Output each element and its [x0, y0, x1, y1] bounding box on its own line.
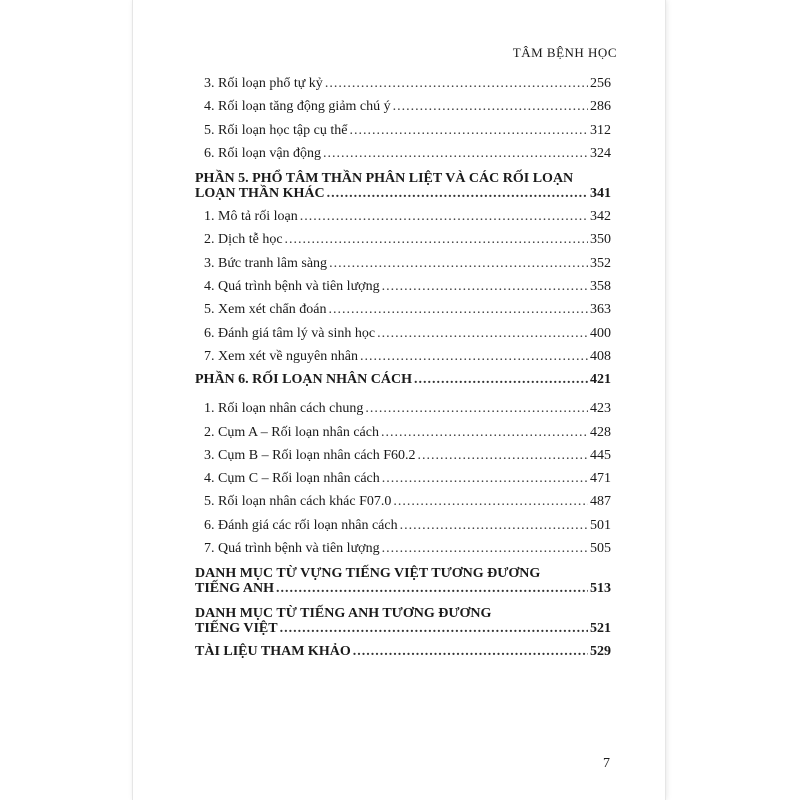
toc-entry-title: 7. Xem xét về nguyên nhân — [204, 348, 358, 364]
toc-part-row — [195, 645, 611, 668]
toc-entry-page: 363 — [590, 302, 611, 318]
toc-entry-title: 2. Dịch tễ học — [204, 232, 283, 248]
toc-entry-page: 312 — [590, 122, 611, 138]
toc-entry-page: 400 — [590, 325, 611, 341]
toc-part-title-line1: DANH MỤC TỪ VỰNG TIẾNG VIỆT TƯƠNG ĐƯƠNG — [195, 566, 541, 582]
toc-part-row — [195, 582, 611, 599]
toc-entry-page: 505 — [590, 541, 611, 557]
toc-dot-leader — [365, 402, 588, 416]
toc-entry — [195, 542, 611, 565]
page-number: 7 — [603, 756, 610, 771]
toc-dot-leader — [353, 645, 588, 659]
toc-entry-title: 5. Xem xét chẩn đoán — [204, 302, 327, 318]
toc-entry-page: 352 — [590, 255, 611, 271]
toc-dot-leader — [349, 124, 588, 138]
toc-entry-page: 358 — [590, 279, 611, 295]
toc-dot-leader — [285, 233, 588, 247]
toc-entry — [195, 350, 611, 373]
toc-entry — [195, 233, 611, 256]
toc-part-title: LOẠN THẦN KHÁC — [195, 186, 325, 202]
toc-entry-title: 5. Rối loạn nhân cách khác F07.0 — [204, 494, 392, 510]
toc-part-heading — [195, 170, 611, 204]
toc-part-title-line1: PHẦN 5. PHỔ TÂM THẦN PHÂN LIỆT VÀ CÁC RỐI LOẠN — [195, 171, 574, 187]
toc-entry-title: 7. Quá trình bệnh và tiên lượng — [204, 541, 380, 557]
running-head: TÂM BỆNH HỌC — [512, 45, 617, 60]
toc-entry-page: 408 — [590, 348, 611, 364]
toc-entry-title: 6. Đánh giá tâm lý và sinh học — [204, 325, 376, 341]
toc-entry-page: 471 — [590, 471, 611, 487]
toc-entry-page: 428 — [590, 424, 611, 440]
table-of-contents — [195, 77, 611, 674]
toc-entry-page: 423 — [590, 401, 611, 417]
toc-entry — [195, 100, 611, 123]
toc-entry — [195, 472, 611, 495]
toc-dot-leader — [382, 280, 588, 294]
toc-entry-page: 256 — [590, 76, 611, 91]
toc-entry-page: 342 — [590, 209, 611, 225]
toc-part-heading — [195, 565, 611, 599]
toc-part-page: 529 — [590, 644, 611, 660]
toc-entry — [195, 257, 611, 280]
toc-entry-title: 1. Rối loạn nhân cách chung — [204, 401, 364, 417]
toc-entry-title: 1. Mô tả rối loạn — [204, 209, 298, 225]
toc-dot-leader — [329, 257, 588, 271]
book-page — [133, 0, 665, 800]
toc-part-page: 341 — [590, 186, 611, 202]
toc-entry — [195, 303, 611, 326]
toc-entry-page: 501 — [590, 517, 611, 533]
toc-entry — [195, 449, 611, 472]
toc-dot-leader — [381, 426, 588, 440]
toc-dot-leader — [414, 373, 588, 387]
toc-dot-leader — [327, 187, 588, 201]
toc-dot-leader — [276, 582, 588, 596]
toc-dot-leader — [418, 449, 588, 463]
toc-dot-leader — [377, 327, 588, 341]
toc-part-title: TÀI LIỆU THAM KHẢO — [195, 644, 351, 660]
toc-part-page: 513 — [590, 581, 611, 597]
toc-part-title: PHẦN 6. RỐI LOẠN NHÂN CÁCH — [195, 372, 412, 388]
toc-entry-title: 4. Rối loạn tăng động giảm chú ý — [204, 99, 391, 115]
toc-dot-leader — [393, 495, 588, 509]
toc-dot-leader — [360, 350, 588, 364]
toc-entry — [195, 210, 611, 233]
toc-entry-title: 6. Đánh giá các rối loạn nhân cách — [204, 517, 398, 533]
toc-part-row — [195, 622, 611, 639]
toc-part-row — [195, 187, 611, 204]
toc-entry-title: 5. Rối loạn học tập cụ thể — [204, 122, 348, 138]
toc-part-page: 421 — [590, 372, 611, 388]
toc-part-heading — [195, 605, 611, 639]
toc-part-heading — [195, 373, 611, 396]
toc-entry — [195, 280, 611, 303]
toc-dot-leader — [393, 100, 588, 114]
toc-part-heading — [195, 645, 611, 668]
toc-part-page: 521 — [590, 621, 611, 637]
toc-entry — [195, 402, 611, 425]
toc-entry-page: 286 — [590, 99, 611, 115]
toc-dot-leader — [280, 622, 588, 636]
toc-entry-title: 4. Quá trình bệnh và tiên lượng — [204, 279, 380, 295]
toc-dot-leader — [400, 519, 588, 533]
toc-dot-leader — [328, 303, 588, 317]
toc-entry — [195, 77, 611, 100]
toc-entry — [195, 495, 611, 518]
toc-entry-title: 3. Rối loạn phổ tự kỷ — [204, 76, 323, 91]
toc-entry-title: 3. Cụm B – Rối loạn nhân cách F60.2 — [204, 447, 416, 463]
toc-entry-title: 3. Bức tranh lâm sàng — [204, 255, 328, 271]
toc-part-title: TIẾNG VIỆT — [195, 621, 278, 637]
toc-entry-page: 324 — [590, 145, 611, 161]
toc-entry — [195, 124, 611, 147]
toc-dot-leader — [325, 77, 588, 91]
toc-entry-page: 445 — [590, 447, 611, 463]
toc-dot-leader — [382, 472, 588, 486]
toc-entry — [195, 327, 611, 350]
toc-dot-leader — [323, 147, 588, 161]
toc-entry — [195, 426, 611, 449]
toc-entry — [195, 519, 611, 542]
toc-part-title-line1: DANH MỤC TỪ TIẾNG ANH TƯƠNG ĐƯƠNG — [195, 606, 492, 622]
toc-dot-leader — [300, 210, 588, 224]
toc-entry-title: 2. Cụm A – Rối loạn nhân cách — [204, 424, 379, 440]
toc-entry-title: 6. Rối loạn vận động — [204, 145, 322, 161]
toc-entry-title: 4. Cụm C – Rối loạn nhân cách — [204, 471, 380, 487]
toc-entry-page: 487 — [590, 494, 611, 510]
toc-entry — [195, 147, 611, 170]
toc-dot-leader — [382, 542, 588, 556]
toc-part-row — [195, 373, 611, 396]
toc-entry-page: 350 — [590, 232, 611, 248]
toc-part-title: TIẾNG ANH — [195, 581, 274, 597]
